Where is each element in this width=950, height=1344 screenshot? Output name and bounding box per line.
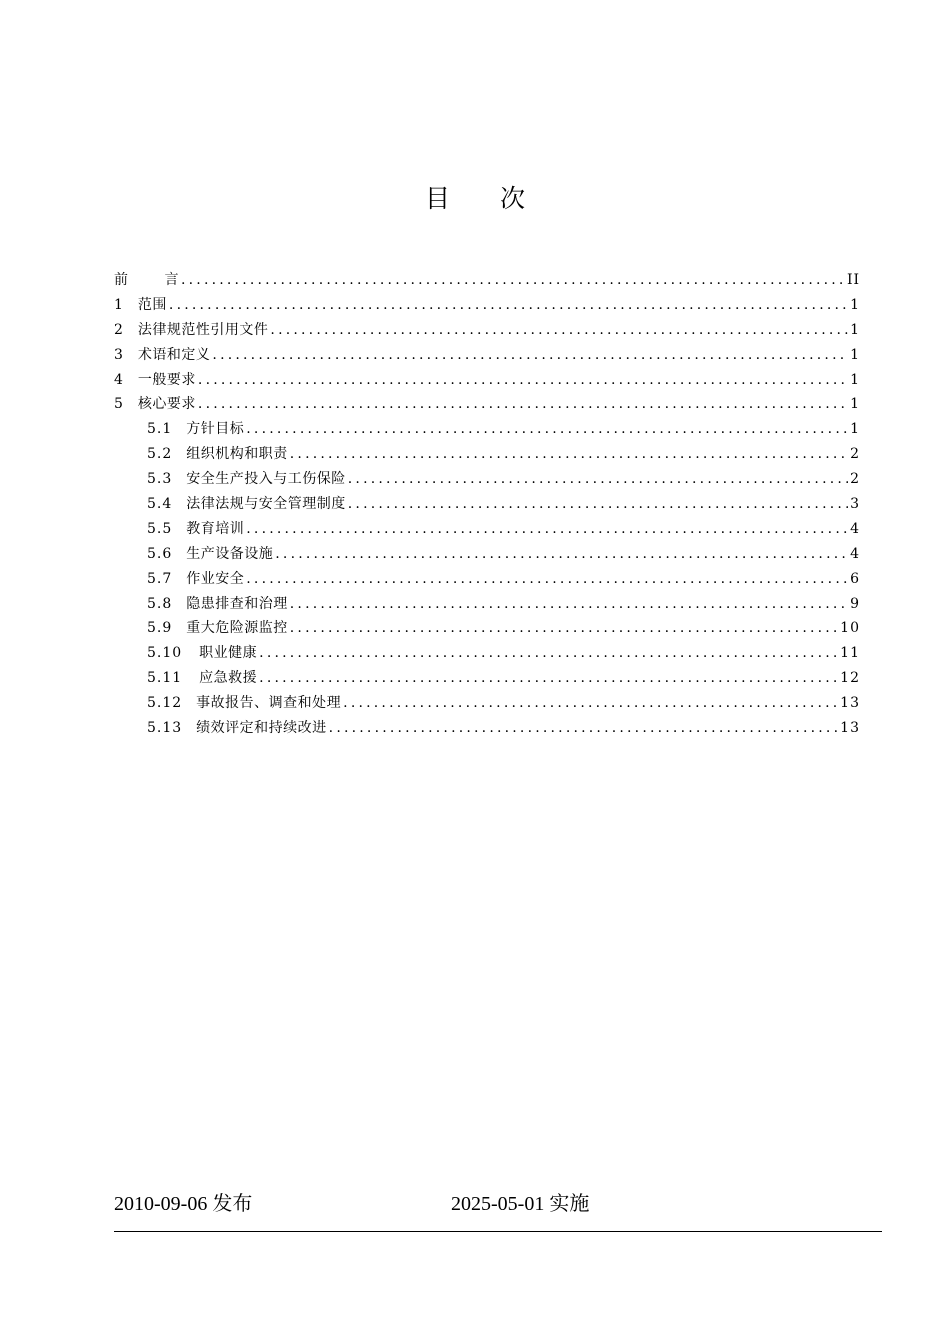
dot-leader (259, 666, 838, 691)
toc-subentry[interactable] (114, 567, 860, 592)
dot-leader (348, 467, 848, 492)
toc-page-number: 4 (850, 520, 860, 537)
toc-entry-preface[interactable] (114, 268, 860, 293)
toc-subsection-number: 5.6 (147, 545, 173, 562)
toc-page-number: 1 (850, 346, 860, 363)
toc-subsection-number: 5.12 (147, 695, 183, 712)
dot-leader (212, 343, 848, 368)
dot-leader (169, 293, 848, 318)
toc-page-number: 9 (850, 595, 860, 612)
toc-page-number: 1 (850, 321, 860, 338)
toc-subentry[interactable] (114, 616, 860, 641)
toc-page-number: 2 (850, 471, 860, 488)
toc-subentry[interactable] (114, 641, 860, 666)
dot-leader (246, 517, 848, 542)
dot-leader (259, 641, 838, 666)
toc-subsection-number: 5.4 (147, 496, 173, 513)
toc-entry-text: 法律规范性引用文件 (137, 321, 269, 338)
toc-subentry[interactable] (114, 691, 860, 716)
toc-subentry[interactable] (114, 492, 860, 517)
toc-subentry[interactable] (114, 517, 860, 542)
toc-section-number: 4 (114, 371, 124, 388)
dot-leader (290, 592, 848, 617)
table-of-contents (114, 268, 860, 741)
dot-leader (198, 392, 848, 417)
toc-entry-text: 组织机构和职责 (186, 446, 288, 463)
toc-section-number: 2 (114, 321, 124, 338)
toc-subentry[interactable] (114, 716, 860, 741)
publish-date: 2010-09-06 发布 (114, 1193, 253, 1215)
toc-subsection-number: 5.8 (147, 595, 173, 612)
toc-subsection-number: 5.7 (147, 570, 173, 587)
toc-subentry[interactable] (114, 442, 860, 467)
toc-section-number: 3 (114, 346, 124, 363)
toc-subentry[interactable] (114, 666, 860, 691)
toc-page-number: II (846, 272, 860, 288)
dot-leader (275, 542, 848, 567)
toc-entry-text: 法律法规与安全管理制度 (186, 496, 346, 513)
toc-entry[interactable] (114, 368, 860, 393)
toc-page-number: 3 (850, 496, 860, 513)
dot-leader (343, 691, 838, 716)
preface-char-1: 前 (114, 272, 129, 288)
toc-entry-text: 核心要求 (137, 396, 196, 413)
toc-entry-text: 范围 (137, 296, 167, 313)
toc-subsection-number: 5.3 (147, 471, 173, 488)
toc-page-number: 12 (840, 670, 860, 687)
dot-leader (198, 368, 848, 393)
dot-leader (181, 268, 845, 293)
toc-page-number: 2 (850, 446, 860, 463)
toc-entry-text (114, 268, 179, 293)
toc-entry-text: 生产设备设施 (186, 545, 274, 562)
toc-subsection-number: 5.9 (147, 620, 173, 637)
footer-divider (114, 1231, 882, 1232)
toc-section-number: 1 (114, 296, 124, 313)
toc-page-number: 10 (840, 620, 860, 637)
preface-char-2: 言 (164, 272, 179, 288)
toc-entry-text: 作业安全 (186, 570, 245, 587)
toc-subsection-number: 5.11 (147, 670, 183, 687)
toc-entry-text: 一般要求 (137, 371, 196, 388)
toc-entry-text: 术语和定义 (137, 346, 211, 363)
toc-entry-text: 应急救援 (199, 670, 258, 687)
toc-subentry[interactable] (114, 467, 860, 492)
toc-subsection-number: 5.1 (147, 421, 173, 438)
toc-subentry[interactable] (114, 592, 860, 617)
toc-heading-char-2: 次 (500, 184, 526, 213)
toc-entry-text: 安全生产投入与工伤保险 (186, 471, 346, 488)
toc-heading-char-1: 目 (424, 184, 450, 213)
toc-page-number: 13 (840, 720, 860, 737)
toc-entry-text: 隐患排查和治理 (186, 595, 288, 612)
toc-heading (0, 180, 950, 218)
toc-entry-text: 绩效评定和持续改进 (196, 720, 327, 737)
toc-entry-text: 教育培训 (186, 520, 245, 537)
toc-entry[interactable] (114, 318, 860, 343)
toc-entry-text: 职业健康 (199, 645, 258, 662)
toc-page-number: 1 (850, 396, 860, 413)
toc-entry-text: 重大危险源监控 (186, 620, 288, 637)
toc-subsection-number: 5.2 (147, 446, 173, 463)
toc-entry[interactable] (114, 343, 860, 368)
dot-leader (290, 442, 848, 467)
toc-page-number: 1 (850, 421, 860, 438)
toc-subsection-number: 5.13 (147, 720, 183, 737)
toc-entry-text: 事故报告、调查和处理 (196, 695, 342, 712)
toc-page-number: 13 (840, 695, 860, 712)
toc-subentry[interactable] (114, 542, 860, 567)
toc-section-number: 5 (114, 396, 124, 413)
toc-entry[interactable] (114, 293, 860, 318)
toc-page-number: 11 (840, 645, 860, 662)
toc-subsection-number: 5.10 (147, 645, 183, 662)
toc-subsection-number: 5.5 (147, 520, 173, 537)
toc-entry[interactable] (114, 392, 860, 417)
toc-page-number: 4 (850, 545, 860, 562)
toc-entry-text: 方针目标 (186, 421, 245, 438)
dot-leader (290, 616, 838, 641)
effective-date: 2025-05-01 实施 (451, 1193, 590, 1215)
footer-dates (114, 1188, 882, 1220)
dot-leader (246, 417, 848, 442)
dot-leader (348, 492, 848, 517)
toc-page-number: 1 (850, 371, 860, 388)
toc-page-number: 6 (850, 570, 860, 587)
dot-leader (329, 716, 839, 741)
toc-subentry[interactable] (114, 417, 860, 442)
toc-page-number: 1 (850, 296, 860, 313)
dot-leader (246, 567, 848, 592)
dot-leader (270, 318, 848, 343)
